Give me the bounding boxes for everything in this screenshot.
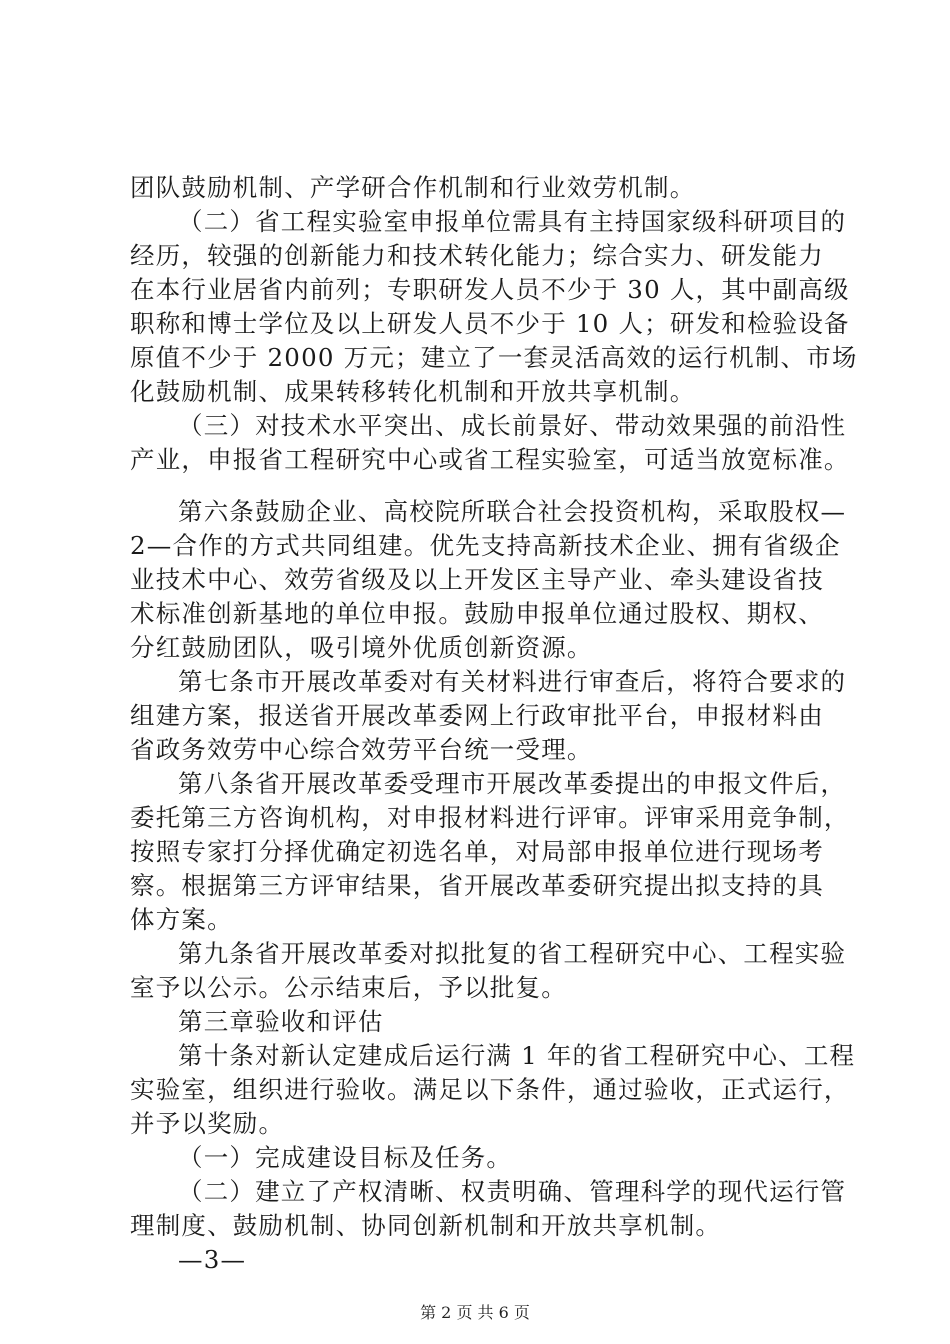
text-line: 第六条鼓励企业、高校院所联合社会投资机构，采取股权— [178, 497, 847, 526]
text-line: 第十条对新认定建成后运行满 1 年的省工程研究中心、工程 [178, 1041, 856, 1070]
text-line: 化鼓励机制、成果转移转化机制和开放共享机制。 [130, 377, 696, 406]
text-line: 在本行业居省内前列；专职研发人员不少于 30 人，其中副高级 [130, 275, 850, 304]
chapter-heading: 第三章验收和评估 [178, 1007, 384, 1036]
text-line: （一）完成建设目标及任务。 [178, 1143, 513, 1172]
text-line: 理制度、鼓励机制、协同创新机制和开放共享机制。 [130, 1211, 722, 1240]
text-line: 职称和博士学位及以上研发人员不少于 10 人；研发和检验设备 [130, 309, 850, 338]
text-line: 术标准创新基地的单位申报。鼓励申报单位通过股权、期权、 [130, 599, 824, 628]
text-line: 分红鼓励团队，吸引境外优质创新资源。 [130, 633, 593, 662]
text-line: 实验室，组织进行验收。满足以下条件，通过验收，正式运行， [130, 1075, 850, 1104]
text-line: （二）省工程实验室申报单位需具有主持国家级科研项目的 [178, 207, 847, 236]
text-line: 第九条省开展改革委对拟批复的省工程研究中心、工程实验 [178, 939, 847, 968]
text-line: 原值不少于 2000 万元；建立了一套灵活高效的运行机制、市场 [130, 343, 858, 372]
text-line: 经历，较强的创新能力和技术转化能力；综合实力、研发能力 [130, 241, 824, 270]
text-line: 体方案。 [130, 905, 233, 934]
text-line: 业技术中心、效劳省级及以上开发区主导产业、牵头建设省技 [130, 565, 824, 594]
text-line: 室予以公示。公示结束后，予以批复。 [130, 973, 567, 1002]
text-line: 按照专家打分择优确定初选名单，对局部申报单位进行现场考 [130, 837, 824, 866]
text-line: 第七条市开展改革委对有关材料进行审查后，将符合要求的 [178, 667, 847, 696]
inline-page-number: —3— [178, 1245, 247, 1274]
text-line: 省政务效劳中心综合效劳平台统一受理。 [130, 735, 593, 764]
text-line: 并予以奖励。 [130, 1109, 285, 1138]
text-line: 察。根据第三方评审结果，省开展改革委研究提出拟支持的具 [130, 871, 824, 900]
page-footer: 第 2 页 共 6 页 [420, 1303, 530, 1322]
text-line: 组建方案，报送省开展改革委网上行政审批平台，申报材料由 [130, 701, 824, 730]
text-line: 产业，申报省工程研究中心或省工程实验室，可适当放宽标准。 [130, 445, 850, 474]
text-line: 团队鼓励机制、产学研合作机制和行业效劳机制。 [130, 173, 696, 202]
text-line: 第八条省开展改革委受理市开展改革委提出的申报文件后， [178, 769, 847, 798]
text-line: （二）建立了产权清晰、权责明确、管理科学的现代运行管 [178, 1177, 847, 1206]
text-line: 委托第三方咨询机构，对申报材料进行评审。评审采用竞争制， [130, 803, 850, 832]
text-line: 2—合作的方式共同组建。优先支持高新技术企业、拥有省级企 [130, 531, 841, 560]
text-line: （三）对技术水平突出、成长前景好、带动效果强的前沿性 [178, 411, 847, 440]
